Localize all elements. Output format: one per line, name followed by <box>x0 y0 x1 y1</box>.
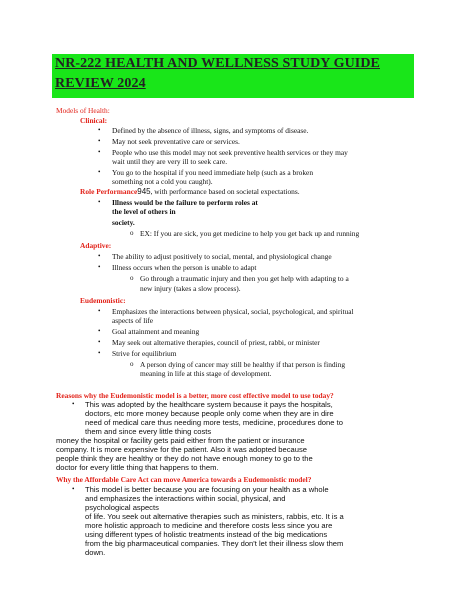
role-performance-number: 945 <box>137 187 151 196</box>
clinical-item: Defined by the absence of illness, signs, and symptoms of disease. <box>112 126 309 135</box>
adaptive-item: Illness occurs when the person is unable to adapt <box>112 263 257 272</box>
adaptive-heading: Adaptive: <box>80 241 112 250</box>
role-performance-example: EX: If you are sick, you get medicine to help you get back up and running <box>140 229 360 238</box>
bullet-icon: • <box>98 126 101 134</box>
role-performance-bold: the level of others in <box>112 207 176 216</box>
bullet-icon: • <box>98 263 101 271</box>
clinical-item: May not seek preventative care or services. <box>112 137 240 146</box>
reasons-heading: Reasons why the Eudemonistic model is a better, more cost effective model to use today? <box>56 391 334 400</box>
reasons-line: This was adopted by the healthcare system because it pays the hospitals, <box>85 400 333 409</box>
eudemonistic-item: Emphasizes the interactions between physical, social, psychological, and spiritual <box>112 307 354 316</box>
bullet-icon: • <box>98 252 101 260</box>
clinical-item: something not a cold you caught). <box>112 177 213 186</box>
eudemonistic-item: aspects of life <box>112 316 154 325</box>
bullet-icon: • <box>98 338 101 346</box>
models-heading: Models of Health: <box>56 106 110 115</box>
aca-line: psychological aspects <box>85 503 159 512</box>
reasons-line: need of medical care thus needing more tests, medicine, procedures done to <box>85 418 343 427</box>
role-performance-heading: Role Performance <box>80 187 138 196</box>
circle-bullet-icon: o <box>130 274 134 282</box>
bullet-icon: • <box>98 148 101 156</box>
role-performance-rest: , with performance based on societal expectations. <box>150 187 300 196</box>
aca-line: This model is better because you are focusing on your health as a whole <box>85 485 329 494</box>
aca-line: from the big pharmaceutical companies. They don't let their illness slow them <box>85 539 344 548</box>
bullet-icon: • <box>98 168 101 176</box>
aca-line: and emphasizes the interactions within social, physical, and <box>85 494 286 503</box>
reasons-line: company. It is more expensive for the patient. Also it was adopted because <box>56 445 308 454</box>
bullet-icon: • <box>72 485 75 493</box>
clinical-heading: Clinical: <box>80 116 108 125</box>
eudemonistic-heading: Eudemonistic: <box>80 296 126 305</box>
role-performance-line <box>80 187 300 196</box>
eudemonistic-item: Goal attainment and meaning <box>112 327 200 336</box>
circle-bullet-icon: o <box>130 229 134 237</box>
bullet-icon: • <box>98 198 101 206</box>
reasons-line: people think they are healthy or they do not have enough money to go to the <box>56 454 313 463</box>
clinical-item: People who use this model may not seek preventive health services or they may <box>112 148 348 157</box>
reasons-line: money the hospital or facility gets paid either from the patient or insurance <box>56 436 305 445</box>
eudemonistic-example: meaning in life at this stage of development. <box>140 369 272 378</box>
reasons-line: doctors, etc more money because people only come when they are in dire <box>85 409 334 418</box>
clinical-item: wait until they are very ill to seek care. <box>112 157 228 166</box>
adaptive-example: new injury (takes a slow process). <box>140 284 241 293</box>
page-title-line-2: REVIEW 2024 <box>55 76 146 91</box>
bullet-icon: • <box>98 327 101 335</box>
aca-line: down. <box>85 548 106 557</box>
aca-heading: Why the Affordable Care Act can move America towards a Eudemonistic model? <box>56 475 312 484</box>
eudemonistic-example: A person dying of cancer may still be healthy if that person is finding <box>140 360 346 369</box>
bullet-icon: • <box>72 400 75 408</box>
page-title-line-1: NR-222 HEALTH AND WELLNESS STUDY GUIDE <box>55 56 380 71</box>
bullet-icon: • <box>98 349 101 357</box>
aca-line: using different types of holistic treatments instead of the big medications <box>85 530 328 539</box>
eudemonistic-item: Strive for equilibrium <box>112 349 177 358</box>
aca-line: of life. You seek out alternative therapies such as ministers, rabbis, etc. It is a <box>85 512 344 521</box>
role-performance-bold: society. <box>112 218 135 227</box>
bullet-icon: • <box>98 307 101 315</box>
reasons-line: them and since every little thing costs <box>85 427 212 436</box>
clinical-item: You go to the hospital if you need immediate help (such as a broken <box>112 168 314 177</box>
adaptive-example: Go through a traumatic injury and then you get help with adapting to a <box>140 274 349 283</box>
circle-bullet-icon: o <box>130 360 134 368</box>
adaptive-item: The ability to adjust positively to social, mental, and physiological change <box>112 252 332 261</box>
bullet-icon: • <box>98 137 101 145</box>
eudemonistic-item: May seek out alternative therapies, council of priest, rabbi, or minister <box>112 338 320 347</box>
role-performance-bold: Illness would be the failure to perform roles at <box>112 198 258 207</box>
aca-line: more holistic approach to medicine and therefore costs less since you are <box>85 521 333 530</box>
reasons-line: doctor for every little thing that happens to them. <box>56 463 219 472</box>
